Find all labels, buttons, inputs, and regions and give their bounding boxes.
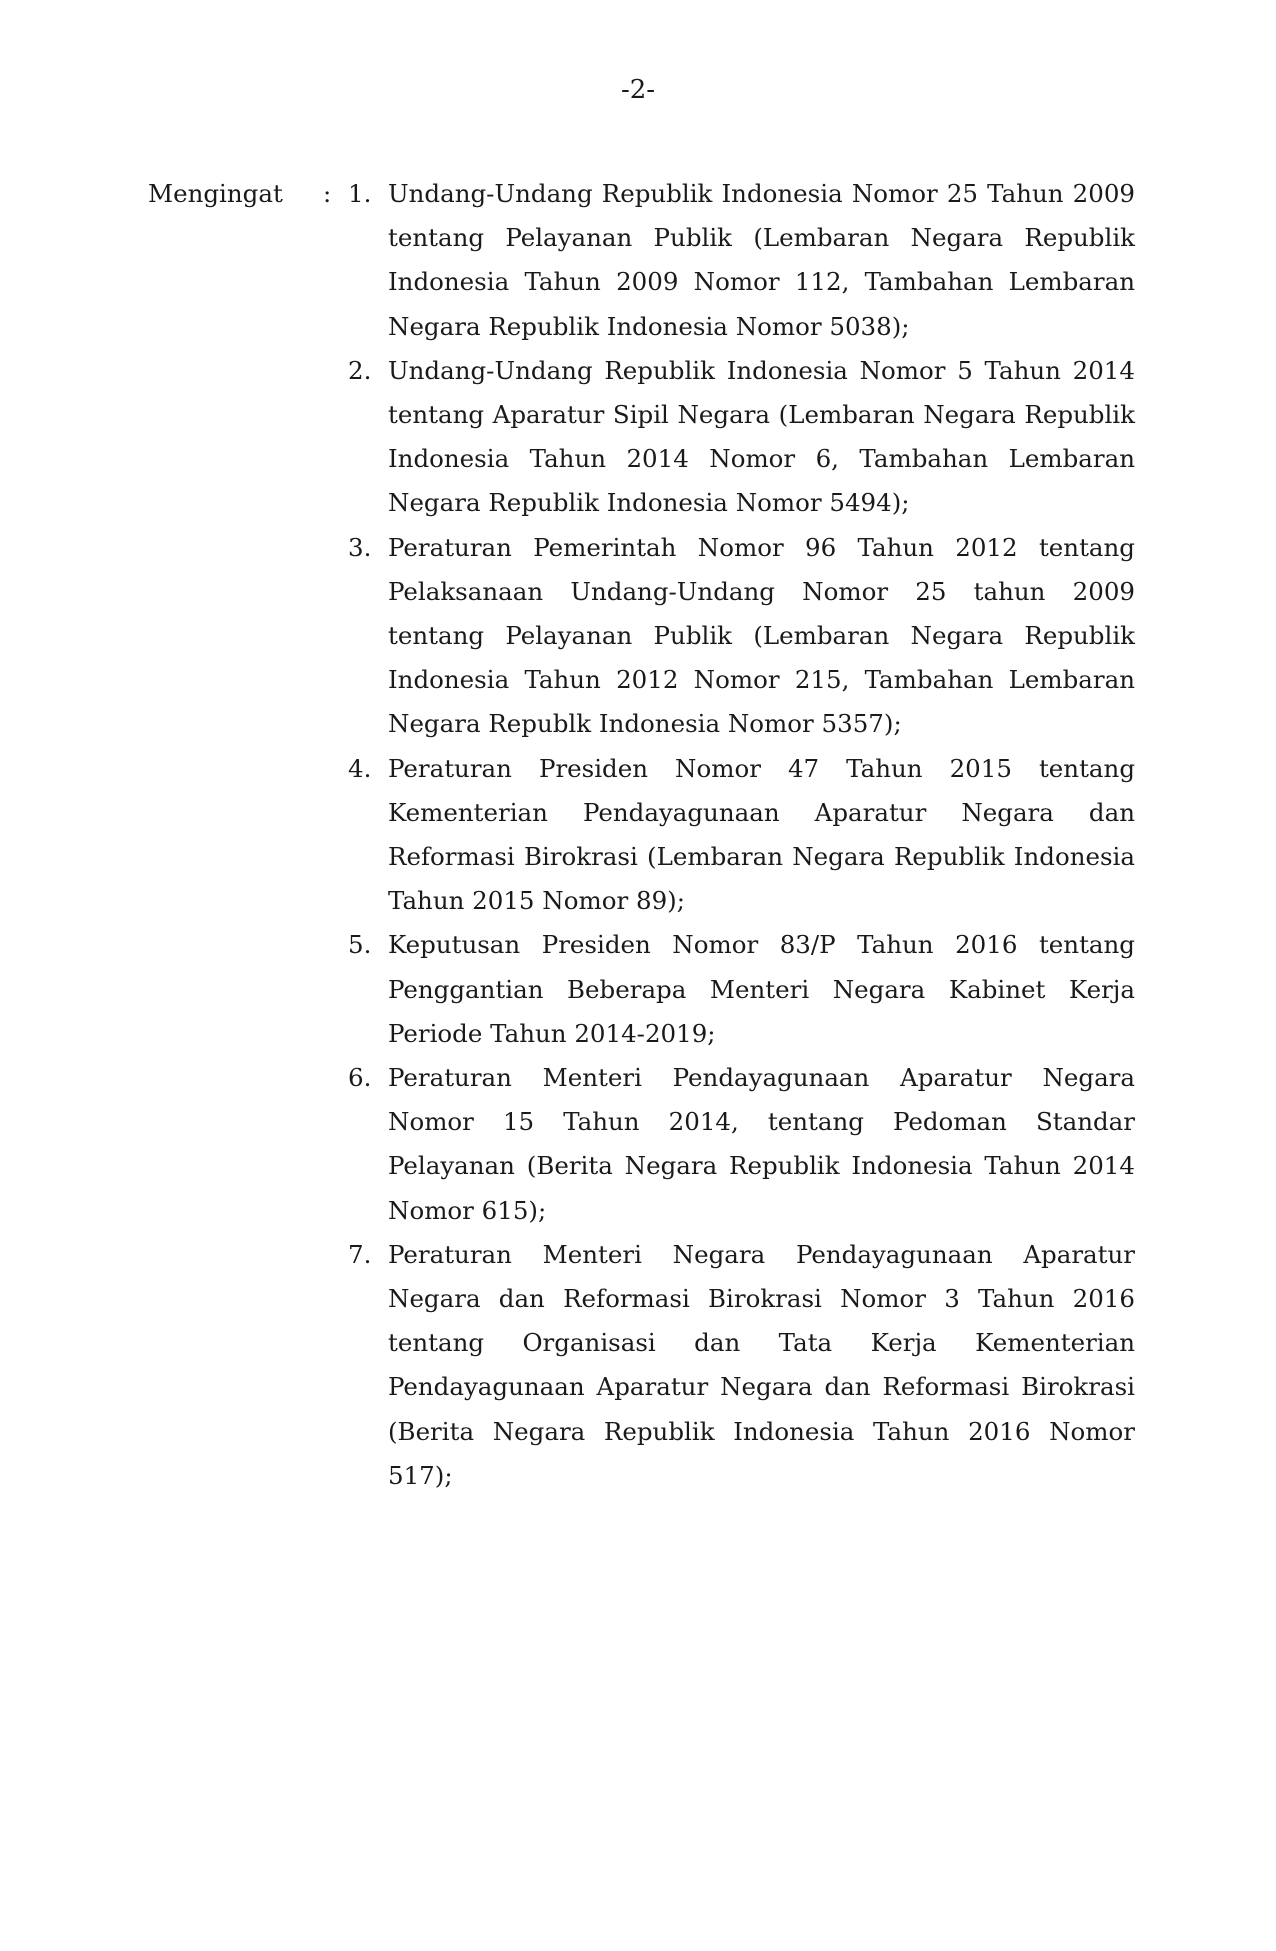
item-number: 6.	[348, 1063, 372, 1093]
section-separator: :	[323, 179, 332, 208]
item-number: 5.	[348, 930, 372, 960]
section-label: Mengingat	[148, 179, 283, 208]
item-number: 4.	[348, 753, 372, 783]
item-text: Peraturan Presiden Nomor 47 Tahun 2015 tentang Kementerian Pendayagunaan Aparatur Negara dan Reformasi Birokrasi (Lembaran Negara Republik Indonesia Tahun 2015 Nomor 89);	[388, 753, 1135, 916]
item-text: Peraturan Menteri Pendayagunaan Aparatur Negara Nomor 15 Tahun 2014, tentang Pedoman Standar Pelayanan (Berita Negara Republik Indonesia Tahun 2014 Nomor 615);	[388, 1063, 1135, 1225]
list-item	[348, 349, 1135, 526]
item-number: 2.	[348, 355, 372, 385]
legal-basis-list	[348, 172, 1135, 1498]
list-item	[348, 1233, 1135, 1498]
item-text: Undang-Undang Republik Indonesia Nomor 25 Tahun 2009 tentang Pelayanan Publik (Lembaran Negara Republik Indonesia Tahun 2009 Nomor 112, Tambahan Lembaran Negara Republik Indonesia Nomor 5038);	[388, 179, 1135, 341]
item-number: 1.	[348, 179, 372, 208]
list-item	[348, 1056, 1135, 1233]
list-item	[348, 526, 1135, 747]
item-text: Peraturan Menteri Negara Pendayagunaan Aparatur Negara dan Reformasi Birokrasi Nomor 3 Tahun 2016 tentang Organisasi dan Tata Kerja Kementerian Pendayagunaan Aparatur Negara dan Reformasi Birokrasi (Berita Negara Republik Indonesia Tahun 2016 Nomor 517);	[388, 1239, 1135, 1490]
list-item	[348, 923, 1135, 1056]
item-number: 7.	[348, 1239, 372, 1269]
list-item	[348, 172, 1135, 349]
item-number: 3.	[348, 532, 372, 562]
item-text: Keputusan Presiden Nomor 83/P Tahun 2016 tentang Penggantian Beberapa Menteri Negara Kabinet Kerja Periode Tahun 2014-2019;	[388, 930, 1135, 1048]
page-number: -2-	[620, 75, 656, 105]
list-item	[348, 747, 1135, 924]
item-text: Undang-Undang Republik Indonesia Nomor 5 Tahun 2014 tentang Aparatur Sipil Negara (Lembaran Negara Republik Indonesia Tahun 2014 Nomor 6, Tambahan Lembaran Negara Republik Indonesia Nomor 5494);	[388, 355, 1135, 518]
item-text: Peraturan Pemerintah Nomor 96 Tahun 2012 tentang Pelaksanaan Undang-Undang Nomor 25 tahun 2009 tentang Pelayanan Publik (Lembaran Negara Republik Indonesia Tahun 2012 Nomor 215, Tambahan Lembaran Negara Republk Indonesia Nomor 5357);	[388, 532, 1135, 739]
